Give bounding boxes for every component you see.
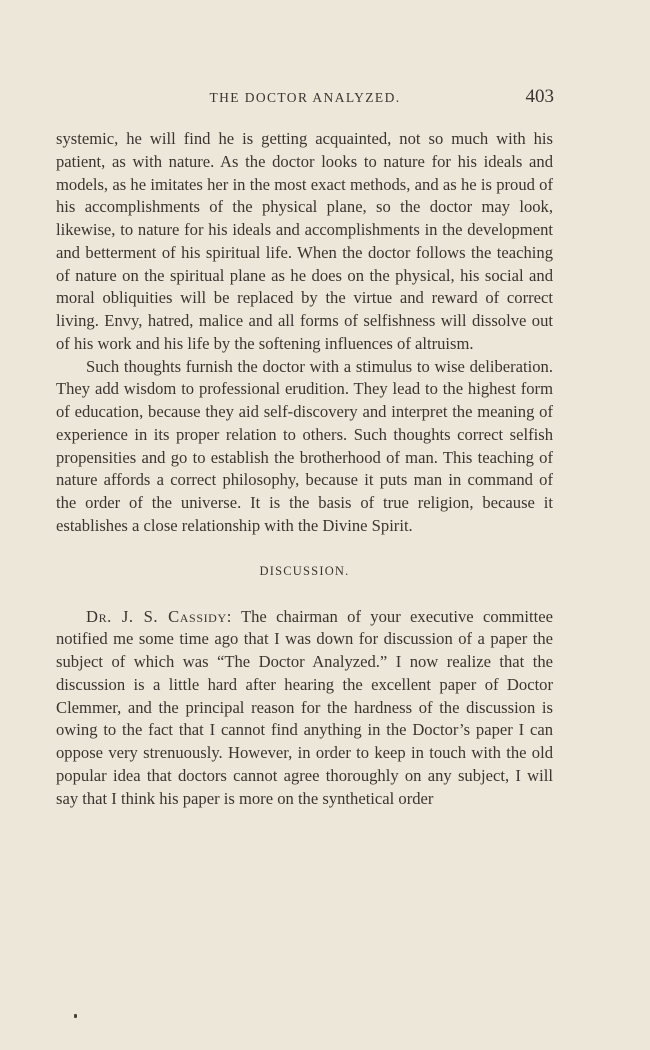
running-title: THE DOCTOR ANALYZED. (209, 90, 401, 105)
discussion-text: The chairman of your executive committee notified me some time ago that I was down for discussion of a paper the subject of which was “The Doctor Analyzed.” I now realize that the discussion is a little hard after hearing the excellent paper of Doctor Clemmer, and the principal reason for the hardness of the discussion is owing to the fact that I cannot find anything in the Doctor’s paper I can oppose very strenuously. However, in order to keep in touch with the old popular idea that doctors cannot agree thoroughly on any subject, I will say that I think his paper is more on the synthetical order (56, 606, 553, 808)
paper-speck (74, 1014, 77, 1018)
body-text (56, 128, 553, 810)
discussion-paragraph (56, 606, 553, 811)
page-header (56, 86, 554, 112)
paragraph-1: systemic, he will find he is getting acquainted, not so much with his patient, as with nature. As the doctor looks to nature for his ideals and models, as he imitates her in the most exact methods, and as he is proud of his accomplishments of the physical plane, so the doctor may look, likewise, to nature for his ideals and accomplishments in the development and betterment of his spiritual life. When the doctor follows the teaching of nature on the spiritual plane as he does on the physical, his social and moral obliquities will be replaced by the virtue and reward of correct living. Envy, hatred, malice and all forms of selfishness will dissolve out of his work and his life by the softening influences of altruism. (56, 129, 553, 353)
paragraph-2: Such thoughts furnish the doctor with a stimulus to wise deliberation. They add wisdom to professional erudition. They lead to the highest form of education, because they aid self-discovery and interpret the meaning of experience in its proper relation to others. Such thoughts correct selfish propensities and go to establish the brotherhood of man. This teaching of nature affords a correct philosophy, because it puts man in command of the order of the universe. It is the basis of true religion, because it establishes a close relationship with the Divine Spirit. (56, 356, 553, 535)
speaker-name: Dr. J. S. Cassidy: (86, 606, 232, 626)
page-number: 403 (525, 86, 554, 107)
discussion-heading: DISCUSSION. (259, 563, 350, 578)
